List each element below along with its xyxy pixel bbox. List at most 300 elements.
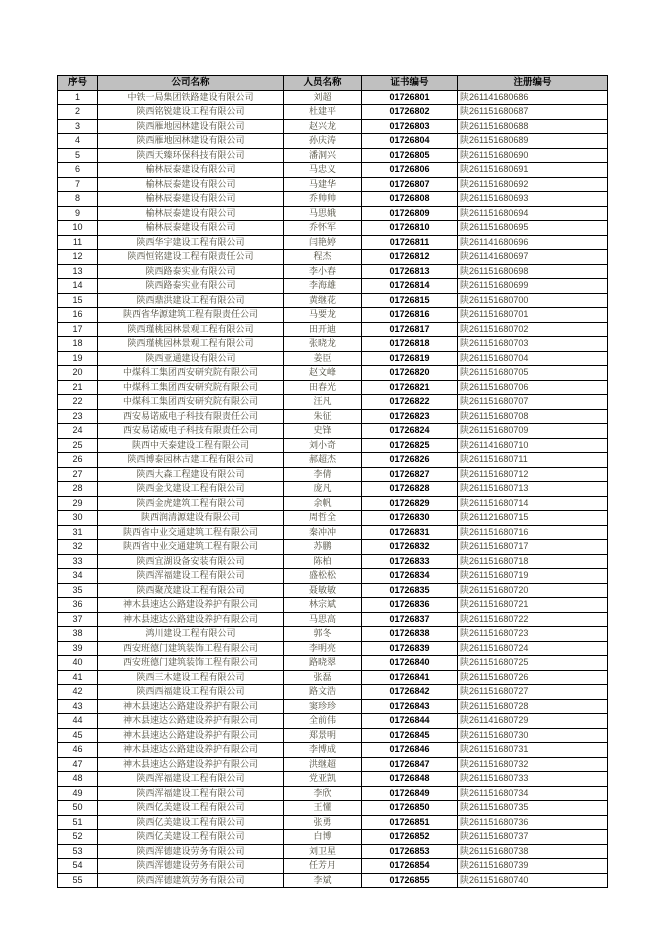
cell-company: 鸿川建设工程有限公司 [98, 627, 284, 642]
cell-person: 郑景明 [284, 728, 362, 743]
header-row [58, 76, 608, 91]
cell-person: 张勇 [284, 815, 362, 830]
cell-cert: 01726813 [362, 264, 458, 279]
table-row [58, 163, 608, 178]
cell-cert: 01726803 [362, 119, 458, 134]
cell-reg: 陕261151680726 [458, 670, 608, 685]
table-row [58, 728, 608, 743]
cell-person: 马忠义 [284, 163, 362, 178]
cell-cert: 01726818 [362, 337, 458, 352]
cell-reg: 陕261151680689 [458, 134, 608, 149]
cell-reg: 陕261151680720 [458, 583, 608, 598]
table-row [58, 395, 608, 410]
cell-reg: 陕261151680717 [458, 540, 608, 555]
cell-reg: 陕261151680688 [458, 119, 608, 134]
cell-seq: 24 [58, 424, 98, 439]
cell-seq: 51 [58, 815, 98, 830]
table-row [58, 264, 608, 279]
table-row [58, 482, 608, 497]
cell-person: 任芳月 [284, 859, 362, 874]
cell-reg: 陕261151680735 [458, 801, 608, 816]
cell-cert: 01726839 [362, 641, 458, 656]
cell-company: 陕西金虎建筑工程有限公司 [98, 496, 284, 511]
cell-person: 田开迪 [284, 322, 362, 337]
cell-company: 中铁一局集团铁路建设有限公司 [98, 90, 284, 105]
col-header-reg: 注册编号 [458, 76, 608, 91]
cell-reg: 陕261141680710 [458, 438, 608, 453]
cell-seq: 32 [58, 540, 98, 555]
table-row [58, 801, 608, 816]
cell-cert: 01726850 [362, 801, 458, 816]
cell-person: 李小春 [284, 264, 362, 279]
table-row [58, 815, 608, 830]
cell-seq: 45 [58, 728, 98, 743]
cell-company: 神木县速达公路建设养护有限公司 [98, 728, 284, 743]
table-row [58, 598, 608, 613]
cell-person: 赵文峰 [284, 366, 362, 381]
cell-seq: 42 [58, 685, 98, 700]
cell-reg: 陕261151680737 [458, 830, 608, 845]
cell-reg: 陕261151680719 [458, 569, 608, 584]
cell-company: 陕西亿美建设工程有限公司 [98, 830, 284, 845]
table-row [58, 830, 608, 845]
cell-cert: 01726833 [362, 554, 458, 569]
cell-seq: 5 [58, 148, 98, 163]
cell-reg: 陕261151680691 [458, 163, 608, 178]
cell-cert: 01726820 [362, 366, 458, 381]
cell-seq: 52 [58, 830, 98, 845]
cell-person: 赵兴龙 [284, 119, 362, 134]
cell-person: 白博 [284, 830, 362, 845]
cell-reg: 陕261121680715 [458, 511, 608, 526]
cell-cert: 01726805 [362, 148, 458, 163]
cell-person: 洪继超 [284, 757, 362, 772]
cell-seq: 15 [58, 293, 98, 308]
cell-person: 杜建平 [284, 105, 362, 120]
table-row [58, 670, 608, 685]
table-row [58, 685, 608, 700]
cell-cert: 01726807 [362, 177, 458, 192]
cell-person: 李博成 [284, 743, 362, 758]
cell-cert: 01726809 [362, 206, 458, 221]
cell-person: 张晓龙 [284, 337, 362, 352]
cell-seq: 55 [58, 873, 98, 888]
table-row [58, 438, 608, 453]
table-row [58, 656, 608, 671]
cell-company: 陕西宜湖设备安装有限公司 [98, 554, 284, 569]
cell-company: 陕西聚茂建设工程有限公司 [98, 583, 284, 598]
cell-cert: 01726808 [362, 192, 458, 207]
cell-company: 陕西浑德建设劳务有限公司 [98, 859, 284, 874]
cell-reg: 陕261151680704 [458, 351, 608, 366]
cell-cert: 01726826 [362, 453, 458, 468]
cell-reg: 陕261151680730 [458, 728, 608, 743]
table-row [58, 177, 608, 192]
table-row [58, 467, 608, 482]
cell-reg: 陕261151680724 [458, 641, 608, 656]
cell-cert: 01726842 [362, 685, 458, 700]
cell-company: 神木县速达公路建设养护有限公司 [98, 612, 284, 627]
cell-person: 路晓翠 [284, 656, 362, 671]
cell-person: 郝超杰 [284, 453, 362, 468]
cell-company: 陕西浑福建设工程有限公司 [98, 772, 284, 787]
cell-seq: 33 [58, 554, 98, 569]
cell-cert: 01726811 [362, 235, 458, 250]
cell-person: 路文浩 [284, 685, 362, 700]
cell-seq: 29 [58, 496, 98, 511]
cell-seq: 41 [58, 670, 98, 685]
cell-person: 全前伟 [284, 714, 362, 729]
cell-person: 郭冬 [284, 627, 362, 642]
cell-seq: 46 [58, 743, 98, 758]
cell-company: 陕西亚通建设有限公司 [98, 351, 284, 366]
cell-person: 史锋 [284, 424, 362, 439]
cell-seq: 20 [58, 366, 98, 381]
cell-person: 刘卫星 [284, 844, 362, 859]
cell-person: 李倩 [284, 467, 362, 482]
cell-cert: 01726831 [362, 525, 458, 540]
cell-seq: 14 [58, 279, 98, 294]
table-row [58, 119, 608, 134]
table-row [58, 206, 608, 221]
cell-company: 陕西中天泰建设工程有限公司 [98, 438, 284, 453]
cell-person: 陈柏 [284, 554, 362, 569]
cell-reg: 陕261151680725 [458, 656, 608, 671]
cell-company: 陕西天臻环保科技有限公司 [98, 148, 284, 163]
table-row [58, 743, 608, 758]
cell-cert: 01726824 [362, 424, 458, 439]
cell-seq: 39 [58, 641, 98, 656]
cell-seq: 2 [58, 105, 98, 120]
cell-seq: 6 [58, 163, 98, 178]
cell-company: 陕西浑德建设劳务有限公司 [98, 844, 284, 859]
cell-person: 林宗斌 [284, 598, 362, 613]
cell-cert: 01726832 [362, 540, 458, 555]
cell-company: 陕西省华源建筑工程有限责任公司 [98, 308, 284, 323]
cell-reg: 陕261151680732 [458, 757, 608, 772]
cell-person: 马思高 [284, 612, 362, 627]
cell-company: 榆林辰泰建设有限公司 [98, 221, 284, 236]
table-row [58, 351, 608, 366]
cell-cert: 01726815 [362, 293, 458, 308]
table-row [58, 105, 608, 120]
cell-reg: 陕261151680700 [458, 293, 608, 308]
cell-reg: 陕261151680711 [458, 453, 608, 468]
cell-company: 神木县速达公路建设养护有限公司 [98, 714, 284, 729]
table-row [58, 192, 608, 207]
cell-cert: 01726853 [362, 844, 458, 859]
cell-cert: 01726814 [362, 279, 458, 294]
cell-company: 榆林辰泰建设有限公司 [98, 192, 284, 207]
cell-company: 陕西路泰实业有限公司 [98, 279, 284, 294]
table-row [58, 699, 608, 714]
cell-reg: 陕261151680740 [458, 873, 608, 888]
col-header-person: 人员名称 [284, 76, 362, 91]
cell-reg: 陕261141680729 [458, 714, 608, 729]
cell-company: 榆林辰泰建设有限公司 [98, 177, 284, 192]
cell-person: 马思娥 [284, 206, 362, 221]
cell-cert: 01726841 [362, 670, 458, 685]
table-row [58, 612, 608, 627]
cell-cert: 01726804 [362, 134, 458, 149]
cell-reg: 陕261151680690 [458, 148, 608, 163]
cell-seq: 19 [58, 351, 98, 366]
cell-seq: 54 [58, 859, 98, 874]
cell-reg: 陕261151680736 [458, 815, 608, 830]
cell-person: 窦珍珍 [284, 699, 362, 714]
col-header-seq: 序号 [58, 76, 98, 91]
cell-cert: 01726810 [362, 221, 458, 236]
cell-cert: 01726830 [362, 511, 458, 526]
table-row [58, 569, 608, 584]
cell-seq: 47 [58, 757, 98, 772]
cell-cert: 01726823 [362, 409, 458, 424]
cell-seq: 23 [58, 409, 98, 424]
cell-reg: 陕261151680712 [458, 467, 608, 482]
table-row [58, 424, 608, 439]
cell-company: 西安易诺威电子科技有限责任公司 [98, 409, 284, 424]
cell-cert: 01726825 [362, 438, 458, 453]
cell-company: 陕西雁地园林建设有限公司 [98, 119, 284, 134]
table-row [58, 322, 608, 337]
cell-seq: 28 [58, 482, 98, 497]
cell-cert: 01726854 [362, 859, 458, 874]
cell-cert: 01726821 [362, 380, 458, 395]
cell-cert: 01726843 [362, 699, 458, 714]
cell-company: 陕西瑾桃园林景观工程有限公司 [98, 337, 284, 352]
table-row [58, 859, 608, 874]
cell-person: 秦冲冲 [284, 525, 362, 540]
table-row [58, 250, 608, 265]
cell-reg: 陕261151680703 [458, 337, 608, 352]
cell-cert: 01726801 [362, 90, 458, 105]
cell-person: 程杰 [284, 250, 362, 265]
cell-reg: 陕261151680716 [458, 525, 608, 540]
cell-cert: 01726849 [362, 786, 458, 801]
cell-cert: 01726828 [362, 482, 458, 497]
cell-reg: 陕261151680706 [458, 380, 608, 395]
cell-cert: 01726827 [362, 467, 458, 482]
cell-company: 中煤科工集团西安研究院有限公司 [98, 395, 284, 410]
cell-seq: 9 [58, 206, 98, 221]
table-body [58, 90, 608, 888]
cell-seq: 26 [58, 453, 98, 468]
cell-company: 陕西三木建设工程有限公司 [98, 670, 284, 685]
cell-seq: 16 [58, 308, 98, 323]
table-row [58, 293, 608, 308]
cell-seq: 18 [58, 337, 98, 352]
cell-seq: 40 [58, 656, 98, 671]
cell-cert: 01726846 [362, 743, 458, 758]
cell-seq: 49 [58, 786, 98, 801]
cell-reg: 陕261151680731 [458, 743, 608, 758]
cell-reg: 陕261151680723 [458, 627, 608, 642]
cell-reg: 陕261151680738 [458, 844, 608, 859]
cell-person: 张磊 [284, 670, 362, 685]
cell-reg: 陕261151680739 [458, 859, 608, 874]
cell-person: 孙庆涛 [284, 134, 362, 149]
cell-reg: 陕261151680722 [458, 612, 608, 627]
cell-company: 陕西浑福建设工程有限公司 [98, 786, 284, 801]
cell-person: 朱征 [284, 409, 362, 424]
cell-reg: 陕261151680708 [458, 409, 608, 424]
cell-reg: 陕261151680714 [458, 496, 608, 511]
cell-company: 陕西润清源建设有限公司 [98, 511, 284, 526]
cell-company: 中煤科工集团西安研究院有限公司 [98, 380, 284, 395]
cell-company: 神木县速达公路建设养护有限公司 [98, 757, 284, 772]
cell-company: 陕西路泰实业有限公司 [98, 264, 284, 279]
cell-cert: 01726840 [362, 656, 458, 671]
col-header-company: 公司名称 [98, 76, 284, 91]
cell-seq: 22 [58, 395, 98, 410]
cell-company: 陕西省中业交通建筑工程有限公司 [98, 525, 284, 540]
cell-reg: 陕261151680687 [458, 105, 608, 120]
cell-cert: 01726822 [362, 395, 458, 410]
table-row [58, 714, 608, 729]
table-row [58, 511, 608, 526]
cell-company: 陕西浑福建设工程有限公司 [98, 569, 284, 584]
table-row [58, 409, 608, 424]
cell-person: 王懂 [284, 801, 362, 816]
cell-seq: 25 [58, 438, 98, 453]
cell-seq: 35 [58, 583, 98, 598]
cell-cert: 01726817 [362, 322, 458, 337]
cell-cert: 01726836 [362, 598, 458, 613]
cell-person: 聂敏敏 [284, 583, 362, 598]
table-row [58, 786, 608, 801]
cell-reg: 陕261151680692 [458, 177, 608, 192]
cell-cert: 01726851 [362, 815, 458, 830]
table-row [58, 380, 608, 395]
cell-seq: 31 [58, 525, 98, 540]
table-row [58, 308, 608, 323]
cell-person: 苏鹏 [284, 540, 362, 555]
cell-cert: 01726855 [362, 873, 458, 888]
table-row [58, 844, 608, 859]
cell-company: 神木县速达公路建设养护有限公司 [98, 699, 284, 714]
col-header-cert: 证书编号 [362, 76, 458, 91]
cell-seq: 1 [58, 90, 98, 105]
cell-cert: 01726848 [362, 772, 458, 787]
cell-cert: 01726838 [362, 627, 458, 642]
cell-company: 西安班德门建筑装饰工程有限公司 [98, 656, 284, 671]
cell-seq: 7 [58, 177, 98, 192]
cell-reg: 陕261151680709 [458, 424, 608, 439]
table-row [58, 772, 608, 787]
cell-seq: 3 [58, 119, 98, 134]
cell-person: 李明亮 [284, 641, 362, 656]
cell-cert: 01726819 [362, 351, 458, 366]
cell-person: 李海雄 [284, 279, 362, 294]
cell-seq: 53 [58, 844, 98, 859]
certificate-table [57, 75, 608, 888]
cell-cert: 01726847 [362, 757, 458, 772]
cell-reg: 陕261151680693 [458, 192, 608, 207]
cell-person: 刘超 [284, 90, 362, 105]
cell-seq: 27 [58, 467, 98, 482]
cell-reg: 陕261151680718 [458, 554, 608, 569]
cell-person: 党亚凯 [284, 772, 362, 787]
cell-reg: 陕261151680701 [458, 308, 608, 323]
cell-company: 陕西恒铭建设工程有限责任公司 [98, 250, 284, 265]
cell-company: 西安班德门建筑装饰工程有限公司 [98, 641, 284, 656]
cell-seq: 10 [58, 221, 98, 236]
cell-cert: 01726844 [362, 714, 458, 729]
cell-person: 周哲全 [284, 511, 362, 526]
cell-company: 陕西金戈建设工程有限公司 [98, 482, 284, 497]
cell-seq: 4 [58, 134, 98, 149]
table-row [58, 525, 608, 540]
cell-reg: 陕261151680698 [458, 264, 608, 279]
cell-reg: 陕261141680696 [458, 235, 608, 250]
table-row [58, 453, 608, 468]
cell-person: 马要龙 [284, 308, 362, 323]
cell-company: 陕西鼎洪建设工程有限公司 [98, 293, 284, 308]
cell-reg: 陕261141680686 [458, 90, 608, 105]
cell-cert: 01726806 [362, 163, 458, 178]
cell-reg: 陕261151680727 [458, 685, 608, 700]
cell-reg: 陕261151680733 [458, 772, 608, 787]
cell-seq: 12 [58, 250, 98, 265]
cell-person: 马建华 [284, 177, 362, 192]
table-row [58, 90, 608, 105]
table-row [58, 366, 608, 381]
cell-reg: 陕261151680721 [458, 598, 608, 613]
cell-company: 神木县速达公路建设养护有限公司 [98, 743, 284, 758]
cell-person: 田春光 [284, 380, 362, 395]
cell-seq: 37 [58, 612, 98, 627]
table-row [58, 757, 608, 772]
cell-seq: 43 [58, 699, 98, 714]
table-row [58, 235, 608, 250]
cell-person: 姜臣 [284, 351, 362, 366]
table-row [58, 279, 608, 294]
cell-company: 陕西亿美建设工程有限公司 [98, 801, 284, 816]
table-row [58, 583, 608, 598]
cell-person: 李欣 [284, 786, 362, 801]
cell-seq: 36 [58, 598, 98, 613]
cell-cert: 01726816 [362, 308, 458, 323]
cell-seq: 8 [58, 192, 98, 207]
cell-company: 陕西西福建设工程有限公司 [98, 685, 284, 700]
cell-reg: 陕261151680705 [458, 366, 608, 381]
cell-company: 神木县速达公路建设养护有限公司 [98, 598, 284, 613]
cell-person: 李斌 [284, 873, 362, 888]
cell-person: 汪凡 [284, 395, 362, 410]
cell-company: 陕西浑德建筑劳务有限公司 [98, 873, 284, 888]
cell-company: 陕西铭锐建设工程有限公司 [98, 105, 284, 120]
cell-company: 陕西华宇建设工程有限公司 [98, 235, 284, 250]
table-row [58, 221, 608, 236]
cell-company: 陕西大森工程建设有限公司 [98, 467, 284, 482]
cell-reg: 陕261151680713 [458, 482, 608, 497]
cell-cert: 01726829 [362, 496, 458, 511]
cell-reg: 陕261151680728 [458, 699, 608, 714]
cell-company: 榆林辰泰建设有限公司 [98, 163, 284, 178]
cell-reg: 陕261151680734 [458, 786, 608, 801]
table-row [58, 627, 608, 642]
cell-seq: 50 [58, 801, 98, 816]
cell-person: 盛松松 [284, 569, 362, 584]
cell-reg: 陕261151680699 [458, 279, 608, 294]
cell-seq: 21 [58, 380, 98, 395]
table-row [58, 641, 608, 656]
cell-person: 庞凡 [284, 482, 362, 497]
cell-person: 刘小奇 [284, 438, 362, 453]
cell-cert: 01726812 [362, 250, 458, 265]
cell-reg: 陕261151680694 [458, 206, 608, 221]
cell-company: 陕西博泰园林古建工程有限公司 [98, 453, 284, 468]
